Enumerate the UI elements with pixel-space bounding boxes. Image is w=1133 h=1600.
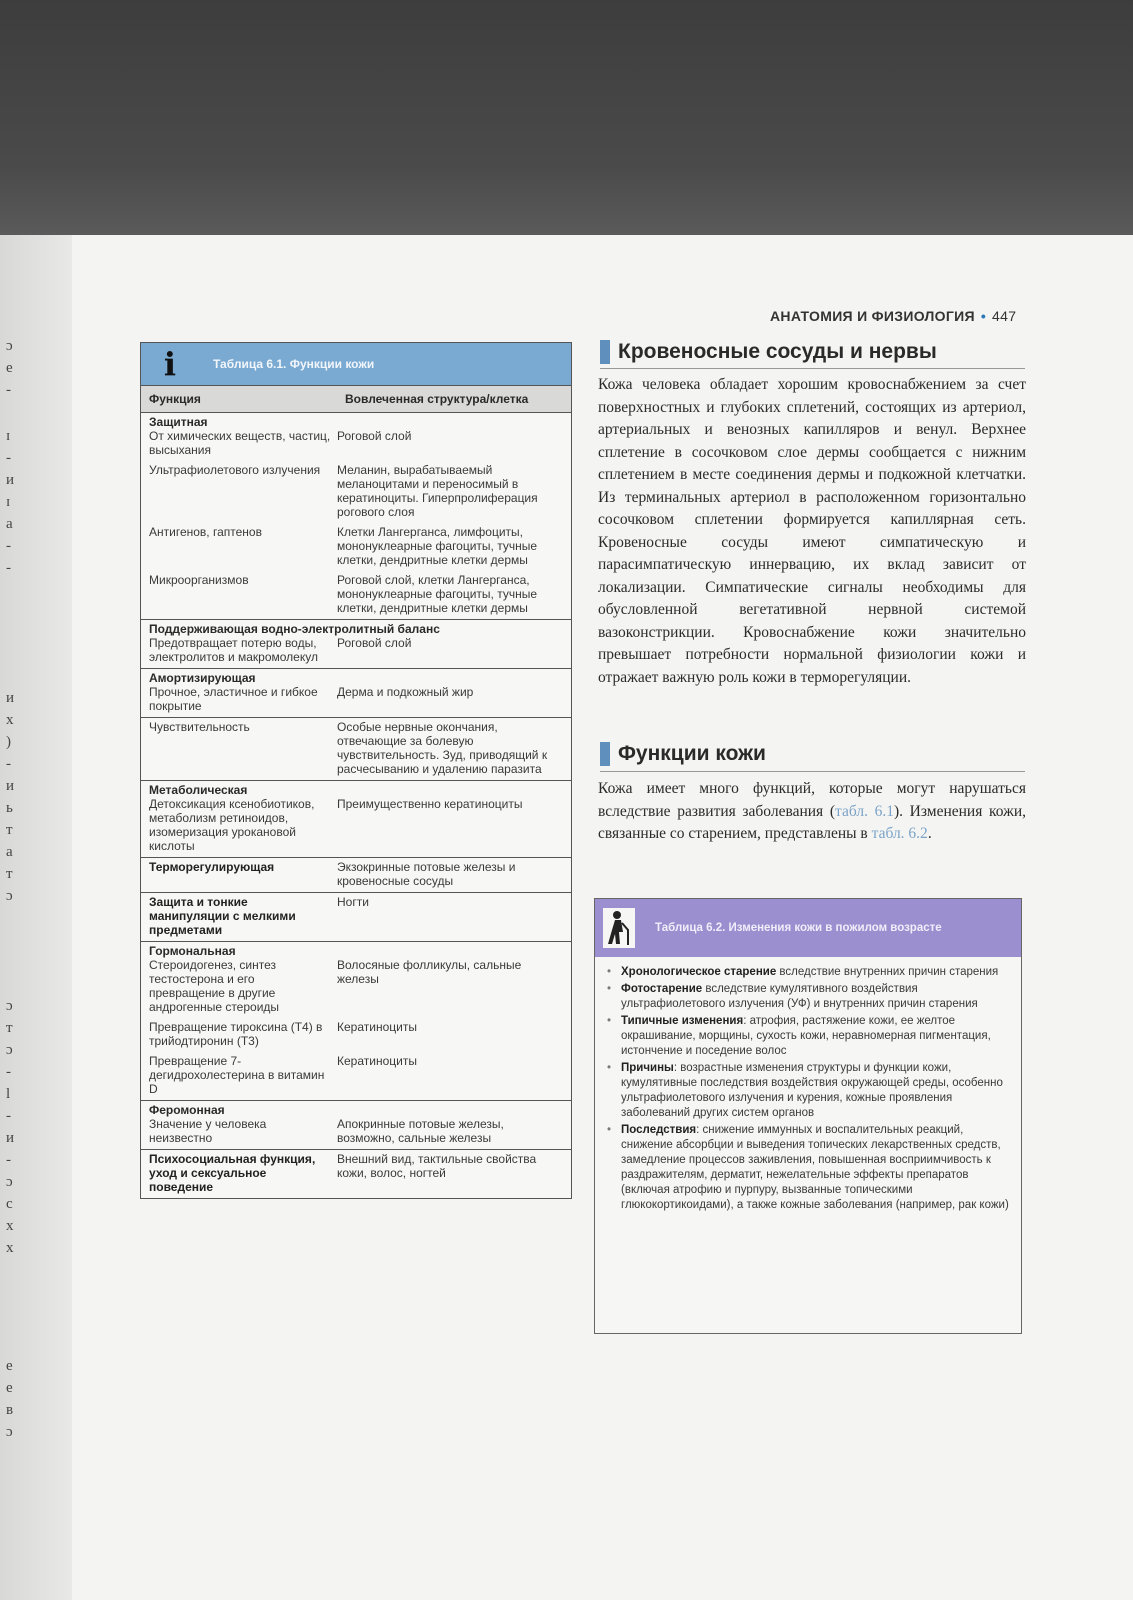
margin-char: - [6,538,11,554]
page-number: 447 [992,308,1017,324]
margin-char: т [6,1020,13,1036]
paragraph-functions-text-c: . [927,825,932,842]
table-row [141,1020,571,1048]
list-item [607,1061,1011,1121]
table-6-2-list [595,957,1021,1213]
table-group [141,669,571,718]
cell-structure: Волосяные фолликулы, сальные железы [337,958,522,986]
running-head [770,308,1016,324]
cell-structure: Дерма и подкожный жир [337,685,474,699]
table-6-2 [594,898,1022,1334]
table-group [141,781,571,858]
margin-char: и [6,690,15,706]
cell-structure: Экзокринные потовые железы и кровеносные сосуды [337,860,516,888]
margin-char: ɔ [6,998,13,1014]
paragraph-vessels: Кожа человека обладает хорошим кровоснабжением за счет поверхностных и глубоких сплетений, состоящих из артериол, артериальных и венозных капилляров и венул. Верхнее сплетение в сосочковом слое дермы сообщается с нижним сплетением в месте соединения дермы и подкожной клетчатки. Из терминальных артериол в расположенном горизонтально сосочковом сплетении формируется капиллярная сеть. Кровеносные сосуды имеют симпатическую и парасимпатическую иннервацию, их вклад зависит от локализации. Симпатические сигналы необходимы для обусловленной вегетативной нервной системой вазоконстрикции. Кровоснабжение кожи значительно превышает потребности нормальной физиологии кожи и отражает важную роль кожи в терморегуляции. [598,376,1026,686]
running-head-title: АНАТОМИЯ И ФИЗИОЛОГИЯ [770,308,975,324]
cell-structure: Ногти [337,895,369,909]
margin-char: и [6,1130,15,1146]
table-row [141,720,571,776]
table-6-1-reference[interactable]: табл. 6.1 [835,802,894,820]
heading-marker [600,742,610,766]
margin-char: - [6,560,11,576]
cell-structure: Внешний вид, тактильные свойства кожи, волос, ногтей [337,1152,537,1180]
table-row [141,573,571,615]
cell-structure: Клетки Лангерганса, лимфоциты, мононуклеарные фагоциты, тучные клетки, дендритные клетки дермы [337,525,538,567]
table-6-1 [140,342,572,1199]
paragraph-functions [598,778,1026,846]
margin-char: e [6,1380,13,1396]
cell-function: Прочное, эластичное и гибкое покрытие [149,685,318,713]
margin-char: x [6,712,14,728]
cell-function: Психосоциальная функция, уход и сексуальное поведение [149,1152,316,1194]
margin-char: a [6,516,13,532]
margin-char: - [6,1108,11,1124]
bullet: • [607,1062,612,1074]
margin-char: c [6,1196,13,1212]
margin-char: e [6,360,13,376]
margin-char: и [6,778,15,794]
table-6-1-header [141,343,571,386]
margin-char: l [6,1086,11,1102]
column-header-structure: Вовлеченная структура/клетка [345,392,529,406]
table-group [141,1101,571,1150]
list-item-term: Причины [621,1062,674,1074]
list-item-text: : атрофия, растяжение кожи, ее желтое окрашивание, морщины, сухость кожи, неравномерная пигментация, истончение и поседение волос [621,1015,991,1057]
table-6-1-title: Таблица 6.1. Функции кожи [213,357,375,371]
table-row [141,463,571,519]
margin-char: - [6,1152,11,1168]
table-row [141,1117,571,1145]
margin-char: - [6,450,11,466]
list-item-text: вследствие кумулятивного воздействия ультрафиолетового излучения (УФ) и внутренних причин старения [621,983,978,1010]
paragraph-functions-text-a: Кожа имеет много функций, которые могут нарушаться вследствие развития заболевания ( [598,780,1026,820]
cell-function: Превращение тироксина (Т4) в трийодтиронин (Т3) [149,1020,323,1048]
margin-char: - [6,756,11,772]
cell-function: Защита и тонкие манипуляции с мелкими предметами [149,895,296,937]
table-group-title: Поддерживающая водно-электролитный баланс [149,622,440,636]
cell-function: Значение у человека неизвестно [149,1117,267,1145]
list-item-text: : снижение иммунных и воспалительных реакций, снижение абсорбции и выведения топических лекарственных средств, замедление процессов заживления, повышенная восприимчивость к раздражителям, дерматит, нежелательные эффекты препаратов (включая атрофию и пурпуру, вызванные топическими глюкокортикоидами), а также кожные заболевания (например, рак кожи) [621,1124,1009,1211]
margin-char: ɔ [6,888,13,904]
list-item [607,1123,1011,1213]
margin-char: т [6,822,13,838]
cell-structure: Апокринные потовые железы, возможно, сальные железы [337,1117,504,1145]
margin-char: - [6,382,11,398]
list-item-text: вследствие внутренних причин старения [776,966,999,978]
table-6-2-title: Таблица 6.2. Изменения кожи в пожилом возрасте [655,921,942,934]
margin-char: x [6,1240,14,1256]
running-head-separator: • [980,308,987,324]
bullet: • [607,983,612,995]
cell-function: Антигенов, гаптенов [149,525,262,539]
bullet: • [607,1124,612,1136]
table-row [141,1054,571,1096]
list-item-term: Хронологическое старение [621,966,777,978]
cell-function: Микроорганизмов [149,573,249,587]
cell-structure: Преимущественно кератиноциты [337,797,523,811]
margin-char: ɔ [6,338,13,354]
info-icon: i [163,345,177,383]
cell-structure: Меланин, вырабатываемый меланоцитами и переносимый в кератиноциты. Гиперпролиферация рогового слоя [337,463,538,519]
section-heading-vessels [600,340,937,364]
cell-function: Детоксикация ксенобиотиков, метаболизм ретиноидов, изомеризация урокановой кислоты [149,797,315,853]
table-6-1-column-headers [141,386,571,413]
cell-function: Предотвращает потерю воды, электролитов и макромолекул [149,636,318,664]
cell-function: Чувствительность [149,720,250,734]
table-6-2-header [595,899,1021,957]
table-row [141,685,571,713]
table-group [141,718,571,781]
table-group [141,1150,571,1198]
bullet: • [607,966,612,978]
cell-function: Терморегулирующая [149,860,275,874]
table-row [141,525,571,567]
cell-function: Стероидогенез, синтез тестостерона и его превращение в другие андрогенные стероиды [149,958,280,1014]
section-heading-functions [600,742,766,766]
section-heading-functions-text: Функции кожи [618,742,766,765]
table-6-2-reference[interactable]: табл. 6.2 [871,825,928,842]
table-group-title: Защитная [149,415,208,429]
table-6-1-body [141,413,571,1198]
cell-structure: Кератиноциты [337,1054,417,1068]
margin-char: ) [6,734,11,750]
margin-char: т [6,866,13,882]
margin-char: ɪ [6,494,11,510]
cell-structure: Кератиноциты [337,1020,417,1034]
paragraph-functions-text-b: ). Изменения кожи, связанные со старением, представлены в [598,802,1026,842]
cell-structure: Особые нервные окончания, отвечающие за болевую чувствительность. Зуд, приводящий к расчесыванию и удалению паразита [337,720,548,776]
margin-char: ɔ [6,1424,13,1440]
table-group [141,858,571,893]
margin-char: ɔ [6,1174,13,1190]
table-row [141,429,571,457]
table-row [141,636,571,664]
column-header-function: Функция [149,392,201,406]
list-item-term: Последствия [621,1124,697,1136]
table-group [141,413,571,620]
cell-structure: Роговой слой [337,636,412,650]
margin-char: e [6,1358,13,1374]
heading-marker [600,340,610,364]
margin-char: ь [6,800,13,816]
list-item-term: Фотостарение [621,983,703,995]
table-group-title: Амортизирующая [149,671,256,685]
table-row [141,958,571,1014]
list-item [607,965,1011,980]
list-item-text: : возрастные изменения структуры и функции кожи, кумулятивные последствия воздействия окружающей среды, особенно ультрафиолетового излучения и курения, кожные проявления заболеваний других систем органов [621,1062,1003,1119]
heading-rule [600,368,1025,369]
table-row [141,797,571,853]
cell-structure: Роговой слой, клетки Лангерганса, мононуклеарные фагоциты, тучные клетки, дендритные клетки дермы [337,573,538,615]
cell-function: Ультрафиолетового излучения [149,463,321,477]
list-item [607,1014,1011,1059]
table-group-title: Феромонная [149,1103,225,1117]
margin-char: - [6,1064,11,1080]
table-row [141,860,571,888]
table-group-title: Гормональная [149,944,236,958]
heading-rule [600,771,1025,772]
table-row [141,895,571,937]
list-item [607,982,1011,1012]
table-group [141,893,571,942]
table-group [141,620,571,669]
section-heading-vessels-text: Кровеносные сосуды и нервы [618,340,937,363]
elderly-person-icon [603,908,635,948]
margin-char: x [6,1218,14,1234]
table-row [141,1152,571,1194]
margin-char: ɔ [6,1042,13,1058]
cell-function: Превращение 7-дегидрохолестерина в витамин D [149,1054,325,1096]
cell-function: От химических веществ, частиц, высыхания [149,429,331,457]
margin-char: a [6,844,13,860]
list-item-term: Типичные изменения [621,1015,744,1027]
scan-shadow [0,0,1133,235]
table-group [141,942,571,1101]
bullet: • [607,1015,612,1027]
margin-char: ɪ [6,428,11,444]
margin-char: и [6,472,15,488]
margin-char: в [6,1402,14,1418]
cell-structure: Роговой слой [337,429,412,443]
table-group-title: Метаболическая [149,783,248,797]
